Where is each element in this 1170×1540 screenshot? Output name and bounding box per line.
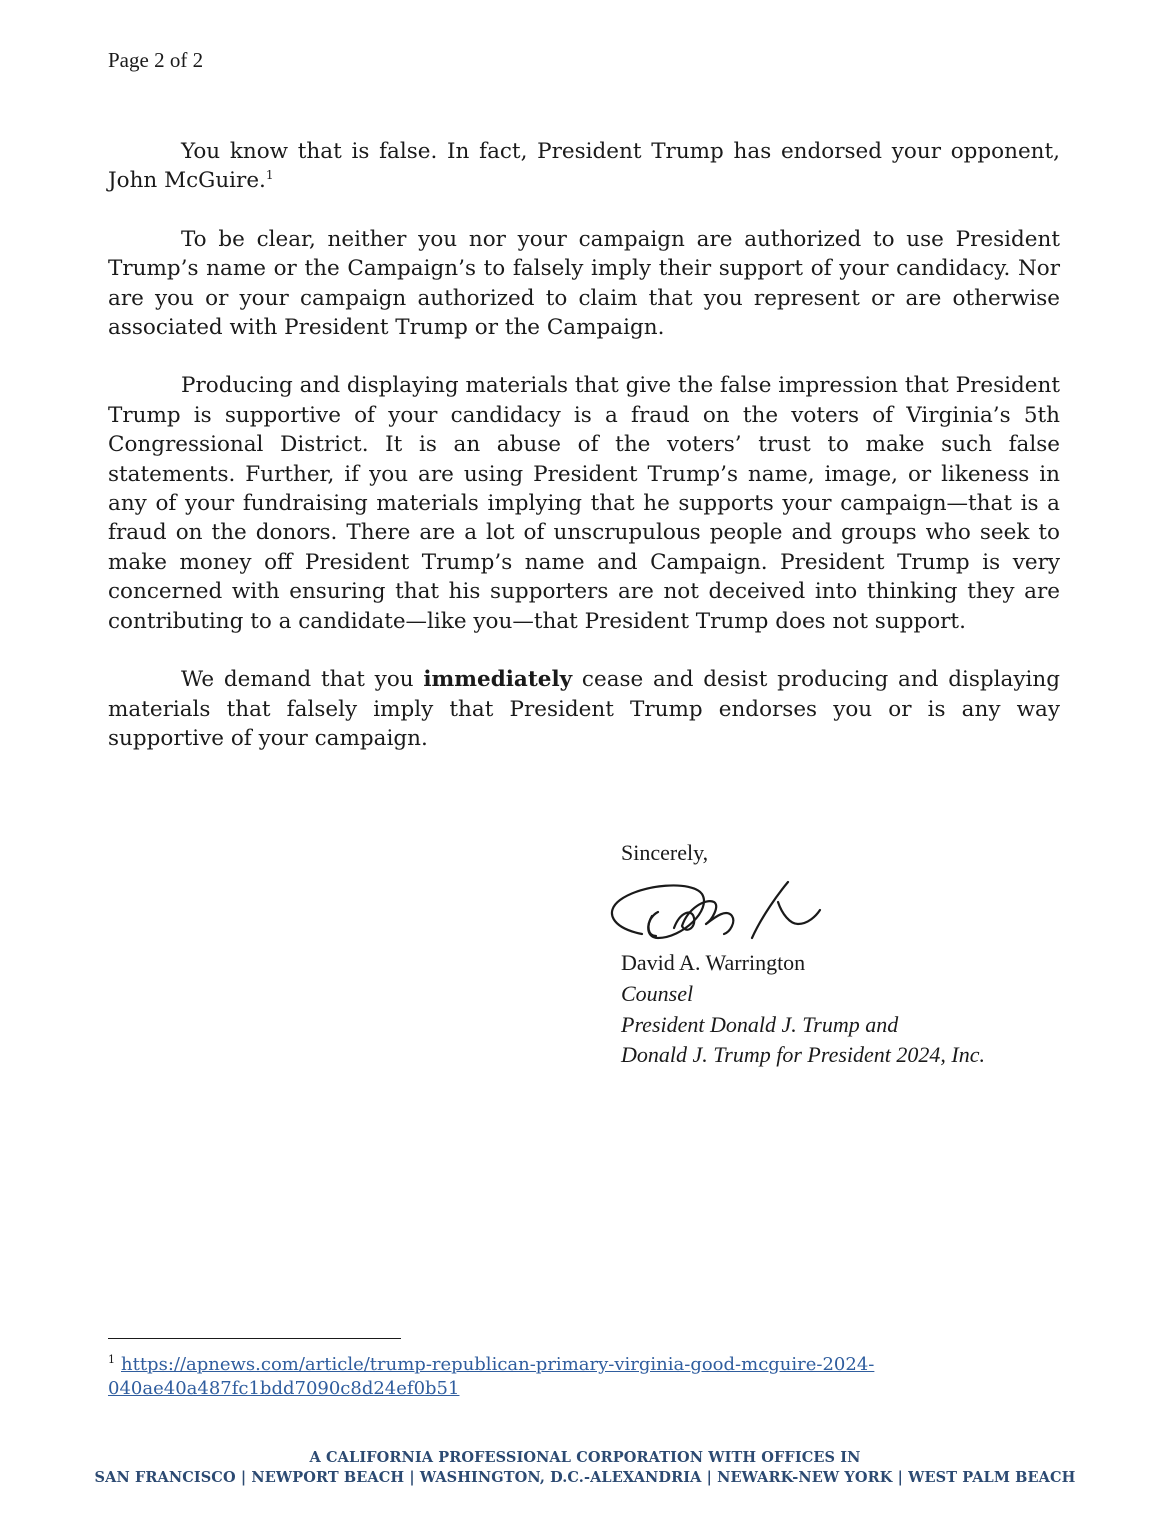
- footnote-number: 1: [108, 1353, 115, 1366]
- paragraph-2: To be clear, neither you nor your campaign are authorized to use President Trump’s name or the Campaign’s to falsely imply their support of your candidacy. Nor are you or your campaign authorized to claim that you represent or are otherwise associated with President Trump or the Campaign.: [108, 226, 1060, 341]
- footnote-link[interactable]: [108, 1354, 874, 1399]
- paragraph-4-text-end: cease and desist producing and displaying materials that falsely imply that President Trump endorses you or is any way supportive of your campaign.: [108, 667, 1060, 751]
- firm-footer-line-1: A CALIFORNIA PROFESSIONAL CORPORATION WITH OFFICES IN: [309, 1449, 861, 1466]
- page-number: Page 2 of 2: [108, 48, 204, 72]
- footnote-url-line-1: https://apnews.com/article/trump-republican-primary-virginia-good-mcguire-2024-: [121, 1354, 875, 1375]
- paragraph-4-text-start: We demand that you: [181, 667, 424, 693]
- signatory-org-line-1: President Donald J. Trump and: [621, 1011, 899, 1037]
- firm-footer-offices: SAN FRANCISCO | NEWPORT BEACH | WASHINGTON, D.C.-ALEXANDRIA | NEWARK-NEW YORK | WEST PALM BEACH: [94, 1469, 1076, 1486]
- signatory-titles: [621, 979, 985, 1071]
- firm-footer: [0, 1448, 1170, 1488]
- emphasis-immediately: immediately: [423, 667, 573, 693]
- handwritten-signature: [602, 872, 842, 952]
- paragraph-3: Producing and displaying materials that give the false impression that President Trump is supportive of your candidacy is a fraud on the voters of Virginia’s 5th Congressional District. It is an abuse of the voters’ trust to make such false statements. Further, if you are using President Trump’s name, image, or likeness in any of your fundraising materials implying that he supports your campaign—that is a fraud on the donors. There are a lot of unscrupulous people and groups who seek to make money off President Trump’s name and Campaign. President Trump is very concerned with ensuring that his supporters are not deceived into thinking they are contributing to a candidate—like you—that President Trump does not support.: [108, 373, 1060, 634]
- paragraph-4: [108, 665, 1060, 753]
- signatory-org-line-2: Donald J. Trump for President 2024, Inc.: [621, 1042, 985, 1067]
- footnote: [108, 1353, 928, 1401]
- footnote-separator: [108, 1338, 401, 1339]
- closing: Sincerely,: [621, 840, 709, 865]
- paragraph-1: [108, 137, 1060, 196]
- signatory-name: David A. Warrington: [621, 950, 806, 975]
- letter-body: [108, 137, 1060, 782]
- footnote-url-line-2: 040ae40a487fc1bdd7090c8d24ef0b51: [108, 1378, 460, 1399]
- footnote-reference: 1: [265, 168, 274, 183]
- paragraph-1-text: You know that is false. In fact, President Trump has endorsed your opponent, John McGuire.: [108, 139, 1060, 194]
- signatory-title: Counsel: [621, 981, 694, 1006]
